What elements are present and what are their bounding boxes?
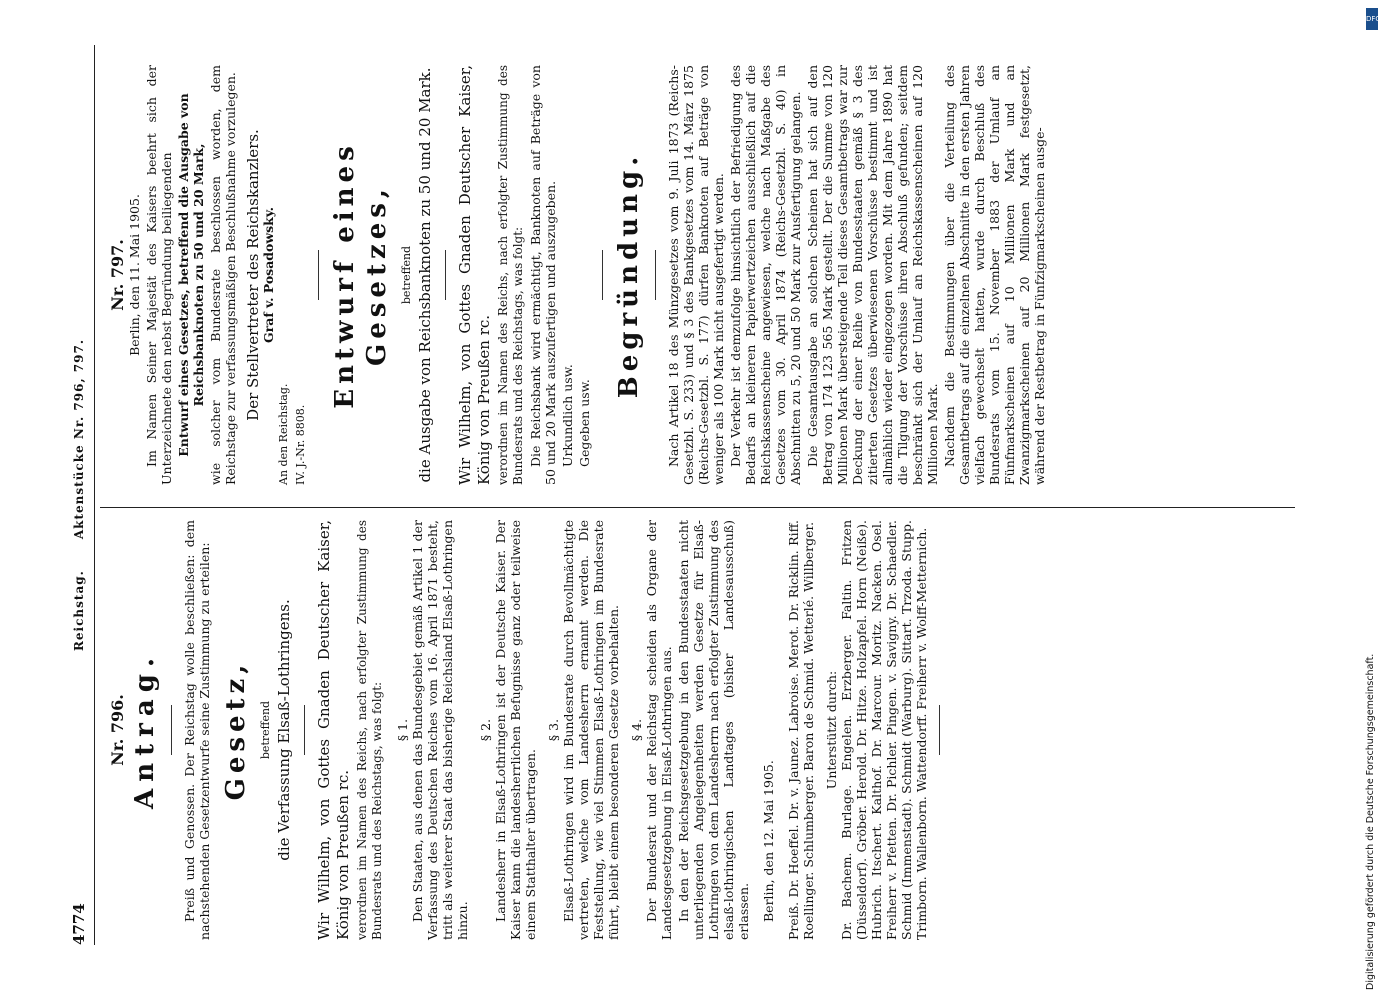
- right-column: [108, 65, 1049, 485]
- doc-number: Nr. 796.: [108, 694, 127, 766]
- letter-text: Im Namen Seiner Majestät des Kaisers beehrt sich der Unterzeichnete den nebst Begründung beiliegenden: [144, 65, 174, 485]
- section-number: § 4.: [629, 718, 644, 742]
- preamble-name: Wir Wilhelm, von Gottes Gnaden Deutscher Kaiser, König von Preußen rc.: [456, 65, 493, 485]
- separator: [602, 250, 603, 300]
- separator: [171, 705, 172, 755]
- letter-text: wie solcher vom Bundesrate beschlossen worden, dem Reichstage zur verfassungsmäßigen Beschlußnahme vorzulegen.: [208, 65, 238, 485]
- signers: Preiß. Dr. Hoeffel. Dr. v. Jaunez. Labroise. Merot. Dr. Ricklin. Riff. Roellinger. Schlumberger. Baron de Schmid. Wetterlé. Willberger.: [786, 520, 816, 940]
- section-text: In den der Reichsgesetzgebung in den Bundesstaaten nicht unterliegenden Angelegenheiten werden Gesetze für Elsaß-Lothringen von dem Landesherrn nach erfolgter Zustimmung des elsaß-lothringischen Landtages (bisher Landesausschuß) erlassen.: [676, 520, 751, 940]
- preamble-text: verordnen im Namen des Reichs, nach erfolgter Zustimmung des Bundesrats und des Reichstags, was folgt:: [355, 520, 384, 940]
- header-center: Aktenstücke Nr. 796, 797.: [72, 338, 86, 540]
- section-text: Landesherr in Elsaß-Lothringen ist der Deutsche Kaiser. Der Kaiser kann die landesherrlichen Befugnisse ganz oder teilweise einem Statthalter übertragen.: [493, 520, 538, 940]
- page-number: 4774: [70, 903, 88, 945]
- betreffend: betreffend: [400, 245, 413, 305]
- digitization-sidebar: [1363, 0, 1383, 1000]
- section-number: § 1.: [395, 718, 410, 742]
- supported-by-label: Unterstützt durch:: [824, 670, 839, 790]
- law-subject: die Verfassung Elsaß-Lothringens.: [275, 599, 293, 861]
- address: An den Reichstag.: [277, 383, 290, 485]
- separator: [445, 250, 446, 300]
- bill-paragraph: Die Reichsbank wird ermächtigt, Banknoten auf Beträge von 50 und 20 Mark auszufertigen und auszugeben.: [528, 65, 558, 485]
- separator: [939, 705, 940, 755]
- bill-subject: die Ausgabe von Reichsbanknoten zu 50 und 20 Mark.: [416, 67, 434, 483]
- justification-text: Nachdem die Bestimmungen über die Verteilung des Gesamtbetrags auf die einzelnen Abschnitte in den ersten Jahren vielfach gewechselt hatten, wurde durch Beschluß des Bundesrats vom 15. November 1883 der Umlauf an Fünfmarkscheinen auf 10 Millionen Mark und an Zwanzigmarkscheinen auf 20 Millionen Mark festgesetzt, während der Restbetrag in Fünfzigmarkscheinen ausge-: [942, 65, 1047, 485]
- intro-text: Preiß und Genossen. Der Reichstag wolle beschließen: dem nachstehenden Gesetzentwurfe seine Zustimmung zu erteilen:: [182, 520, 212, 940]
- justification-text: Der Verkehr ist demzufolge hinsichtlich der Befriedigung des Bedarfs an kleineren Papierwertzeichen ausschließlich auf die Reichskassenscheine angewiesen, welche nach Maßgabe des Gesetzes vom 30. April 1874 (Reichs-Gesetzbl. S. 40) in Abschnitten zu 5, 20 und 50 Mark zur Ausfertigung gelangen.: [728, 65, 803, 485]
- justification-text: Nach Artikel 18 des Münzgesetzes vom 9. Juli 1873 (Reichs-Gesetzbl. S. 233) und § 3 des Bankgesetzes vom 14. März 1875 (Reichs-Gesetzbl. S. 177) dürfen Banknoten auf Beträge von weniger als 100 Mark nicht ausgefertigt werden.: [666, 65, 726, 485]
- doc-title: Antrag.: [130, 651, 160, 809]
- justification-text: Die Gesamtausgabe an solchen Scheinen hat sich auf den Betrag von 174 123 565 Mark gestellt. Der die Summe von 120 Millionen Mark übersteigende Teil dieses Gesamtbetrags war zur Deckung der einer Reihe von Bundesstaaten gemäß § 3 des zitierten Gesetzes überwiesenen Vorschüsse bestimmt und ist allmählich wieder eingezogen worden. Mit dem Jahre 1890 hat die Tilgung der Vorschüsse ihren Abschluß gefunden; seitdem beschränkt sich der Umlauf an Reichskassenscheinen auf 120 Millionen Mark.: [805, 65, 940, 485]
- separator: [304, 705, 305, 755]
- running-header: [72, 45, 94, 945]
- justification-title: Begründung.: [614, 151, 644, 399]
- digitization-note: Digitalisierung gefördert durch die Deutsche Forschungsgemeinschaft.: [1365, 653, 1376, 990]
- journal-number: IV. J.-Nr. 8808.: [294, 404, 307, 485]
- section-text: Elsaß-Lothringen wird im Bundesrate durch Bevollmächtigte vertreten, welche vom Landesherrn ernannt werden. Die Feststellung, wie viel Stimmen Elsaß-Lothringen im Bundesrate führt, bleibt einem besonderen Gesetze vorbehalten.: [561, 520, 621, 940]
- law-title: Gesetz,: [221, 659, 251, 801]
- section-text: Der Bundesrat und der Reichstag scheiden als Organe der Landesgesetzgebung in Elsaß-Lothringen aus.: [644, 520, 674, 940]
- supporters: Dr. Bachem. Burlage. Engelen. Erzberger. Faltin. Fritzen (Düsseldorf). Gröber. Herold. Dr. Hitze. Holzapfel. Horn (Neiße). Hubrich. Itschert. Kalthof. Dr. Marcour. Moritz. Nacken. Osel. Freiherr v. Pfetten. Dr. Pichler. Pingen. v. Savigny. Dr. Schaedler. Schmid (Immenstadt). Schmidt (Warburg). Sittart. Trzoda. Stupp. Trimborn. Wallenborn. Wattendorff. Freiherr v. Wolff-Metternich.: [839, 520, 929, 940]
- header-left: Reichstag.: [72, 570, 86, 652]
- closing-line: Urkundlich usw.: [560, 364, 575, 467]
- section-number: § 2.: [478, 718, 493, 742]
- signature-name: Graf v. Posadowsky.: [261, 206, 276, 344]
- bill-title: Entwurf eines Gesetzes,: [330, 141, 392, 409]
- preamble-text: verordnen im Namen des Reichs, nach erfolgter Zustimmung des Bundesrats und des Reichstags, was folgt:: [496, 65, 525, 485]
- separator: [318, 250, 319, 300]
- betreffend: betreffend: [259, 700, 272, 760]
- doc-number: Nr. 797.: [108, 239, 127, 311]
- date-line: Berlin, den 12. Mai 1905.: [761, 760, 776, 922]
- dfg-logo: DFG: [1366, 8, 1378, 30]
- section-text: Den Staaten, aus denen das Bundesgebiet gemäß Artikel 1 der Verfassung des Deutschen Reiches vom 16. April 1871 besteht, tritt als weiterer Staat das bisherige Reichsland Elsaß-Lothringen hinzu.: [410, 520, 470, 940]
- header-rule: [94, 45, 95, 945]
- date-line: Berlin, den 11. Mai 1905.: [127, 194, 142, 356]
- left-column: [108, 520, 950, 940]
- closing-line: Gegeben usw.: [577, 379, 592, 467]
- signature-title: Der Stellvertreter des Reichskanzlers.: [244, 129, 262, 421]
- separator: [655, 250, 656, 300]
- section-number: § 3.: [546, 718, 561, 742]
- column-divider: [100, 507, 1295, 508]
- preamble-name: Wir Wilhelm, von Gottes Gnaden Deutscher Kaiser, König von Preußen rc.: [315, 520, 352, 940]
- bill-title-inline: Entwurf eines Gesetzes, betreffend die Ausgabe von Reichsbanknoten zu 50 und 20 Mark,: [176, 93, 206, 457]
